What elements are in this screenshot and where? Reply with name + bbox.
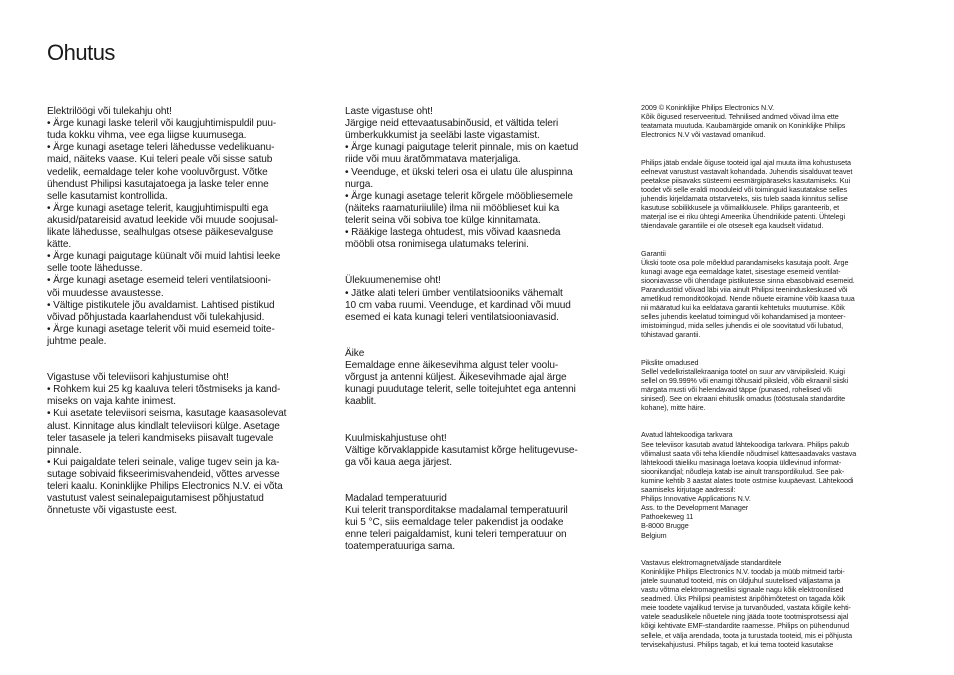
section-hearing-damage bbox=[345, 433, 613, 469]
section-emf-compliance bbox=[641, 558, 905, 649]
section-title: Vastavus elektromagnetväljade standarditele bbox=[641, 557, 782, 567]
section-body: Vältige kõrvaklappide kasutamist kõrge helitugevuse- ga või kaua aega järjest. bbox=[345, 444, 578, 468]
section-title: 2009 © Koninklijke Philips Electronics N.V. bbox=[641, 103, 775, 113]
section-title: Garantii bbox=[641, 248, 666, 258]
section-injury-damage bbox=[47, 372, 315, 517]
section-copyright bbox=[641, 103, 905, 139]
section-body: Ükski toote osa pole mõeldud parandamiseks kasutaja poolt. Ärge kunagi avage ega eemaldage katet, sisestage esemeid ventilat- siooniavasse või ühendage pistikutesse sinna ebasobivaid esemeid. Parandustöid võivad läbi viia ainult Philipsi teeninduskeskused või ametlikud remonditöökojad. Nende nõuete eiramine võib kaasa tuua nii määratud kui ka eeldatava garantii kehtetuks muutumise. Kõik selles juhendis keelatud toimingud või kohandamised ja monteer- imistoimingud, mida selles juhendis ei ole soovitatud või lubatud, tühistavad garantii. bbox=[641, 257, 855, 340]
section-low-temperatures bbox=[345, 493, 613, 553]
section-title: Avatud lähtekoodiga tarkvara bbox=[641, 430, 733, 440]
page-title: Ohutus bbox=[47, 40, 115, 65]
section-title: Ülekuumenemise oht! bbox=[345, 275, 441, 287]
section-overheating bbox=[345, 275, 613, 323]
section-title: Elektrilöögi või tulekahju oht! bbox=[47, 106, 172, 118]
section-open-source bbox=[641, 430, 905, 539]
section-title: Laste vigastuse oht! bbox=[345, 106, 433, 118]
section-body: Järgige neid ettevaatusabinõusid, et vältida teleri ümberkukkumist ja seeläbi laste vigastamist. • Ärge kunagi paigutage telerit pinnale, mis on kaetud riide või muu äratõmmatava materjaliga. • Veenduge, et ükski teleri osa ei ulatu üle aluspinna nurga. • Ärge kunagi asetage telerit kõrgele mööbliesemele (näiteks raamaturiiulile) ilma nii mööblieset kui ka telerit seina või sobiva toe külge kinnitamata. • Rääkige lastega ohtudest, mis võivad kaasneda mööbli otsa ronimisega ulatumaks telerini. bbox=[345, 118, 579, 251]
column-middle bbox=[345, 94, 613, 578]
section-title: Vigastuse või televiisori kahjustumise oht! bbox=[47, 372, 229, 384]
section-pixel-characteristics bbox=[641, 358, 905, 413]
section-body: Kui telerit transporditakse madalamal temperatuuril kui 5 °C, siis eemaldage teler pakendist ja oodake enne teleri paigaldamist, kuni teleri temperatuur on toatemperatuuriga sama. bbox=[345, 505, 568, 553]
section-title: Äike bbox=[345, 347, 365, 359]
section-warranty bbox=[641, 249, 905, 340]
section-body: Sellel vedelkristallekraaniga tootel on suur arv värvipiksleid. Kuigi sellel on 99.999% või enamgi tõhusaid piksleid, võib ekraanil siiski märgata musti või helendavaid täppe (punased, rohelised või sinised). See on ekraani ehituslik omadus (tööstusala standardite kohane), mitte häire. bbox=[641, 366, 849, 413]
section-body: Philips jätab endale õiguse tooteid igal ajal muuta ilma kohustuseta eelnevat varustust vastavalt kohandada. Juhendis sisalduvat teavet peetakse piisavaks süsteemi eesmärgipäraseks kasutamiseks. Kui toodet või selle eraldi mooduleid või toiminguid kasutatakse selles juhendis kirjeldamata otstarveteks, siis tuleb saada kinnitus sellise kasutuse sobilikkusele ja võimalikkusele. Philips garanteerib, et materjal ise ei riku ühtegi Ameerika Ühendriikide patenti. Ühtelegi täiendavale garantiile ei ole otseselt ega kaudselt viidatud. bbox=[641, 157, 853, 231]
section-electric-shock bbox=[47, 106, 315, 348]
section-body: Koninklijke Philips Electronics N.V. toodab ja müüb mitmeid tarbi- jatele suunatud tooteid, mis on üldjuhul suutelised väljastama ja vastu võtma elektromagnetilisi signaale nagu kõik elektroonilised seadmed. Üks Philipsi peamistest äripõhimõtetest on tagada kõik meie toodete vajalikud tervise ja turvanõuded, vastata kõigile kehti- vatele seaduslikele nõuetele ning jääda toote tootmisprotsessi ajal kõigi kehtivate EMF-standardite raamesse. Philips on pühendunud sellele, et välja arendada, toota ja turustada tooteid, mis ei põhjusta tervisekahjustusi. Philips tagab, et kui tema tooteid kasutakse bbox=[641, 566, 853, 649]
section-title: Madalad temperatuurid bbox=[345, 493, 447, 505]
section-body: Eemaldage enne äikesevihma algust teler voolu- võrgust ja antenni küljest. Äikesevihmade ajal ärge kunagi puudutage telerit, selle toitejuhtet ega antenni kaablit. bbox=[345, 360, 576, 408]
column-left bbox=[47, 94, 315, 541]
section-body: Kõik õigused reserveeritud. Tehnilised andmed võivad ilma ette teatamata muutuda. Kaubamärgide omanik on Koninklijke Philips Electronics N.V või vastavad omanikud. bbox=[641, 112, 846, 140]
column-right-legal bbox=[641, 94, 905, 667]
section-body: See televiisor kasutab avatud lähtekoodiga tarkvara. Philips pakub võimalust saata või teha kliendile nõudmisel kättesaadavaks vastava lähtekoodi täieliku masinaga loetava koopia üldlevinud informat- sioonikandjal; nõudleja katab ise ainult transpordikulud. See pak- kumine kehtib 3 aastat alates toote ostmise kuupäevast. Lähtekoodi saamiseks kirjutage aadressil: Philips Innovative Applications N.V. Ass. to the Development Manager Pathoekeweg 11 B-8000 Brugge Belgium bbox=[641, 439, 857, 540]
section-child-injury bbox=[345, 106, 613, 251]
section-body: • Ärge kunagi laske teleril või kaugjuhtimispuldil puu- tuda kokku vihma, vee ega liigse kuumusega. • Ärge kunagi asetage teleri lähedusse vedelikuanu- maid, näiteks vaase. Kui teleri peale või sisse satub vedelik, eemaldage teler kohe vooluvõrgust. Võtke ühendust Philipsi kasutajatoega ja laske teler enne selle kasutamist kontrollida. • Ärge kunagi asetage telerit, kaugjuhtimispulti ega akusid/patareisid avatud leekide või muude soojusal- likate lähedusse, sealhulgas otsese päikesevalguse kätte. • Ärge kunagi paigutage küünalt või muid lahtisi leeke selle toote lähedusse. • Ärge kunagi asetage esemeid teleri ventilatsiooni- või muudesse avaustesse. • Vältige pistikutele jõu avaldamist. Lahtised pistikud võivad põhjustada kaarlahendust või tulekahjusid. • Ärge kunagi asetage telerit või muid esemeid toite- juhtme peale. bbox=[47, 118, 281, 347]
section-title: Pikslite omadused bbox=[641, 357, 699, 367]
section-lightning bbox=[345, 348, 613, 408]
section-body: • Rohkem kui 25 kg kaaluva teleri tõstmiseks ja kand- miseks on vaja kahte inimest. • Kui asetate televiisori seisma, kasutage kaasasolevat alust. Kinnitage alus kindlalt televiisori külge. Asetage teler tasasele ja teleri kandmiseks piisavalt tugevale pinnale. • Kui paigaldate teleri seinale, valige tugev sein ja ka- sutage sobivaid fikseerimisvahendeid, võttes arvesse teleri kaalu. Koninklijke Philips Electronics N.V. ei võta vastutust valest seinalepaigutamisest põhjustatud õnnetuste või vigastuste eest. bbox=[47, 384, 287, 517]
section-body: • Jätke alati teleri ümber ventilatsiooniks vähemalt 10 cm vaba ruumi. Veenduge, et kardinad või muud esemed ei kata kunagi teleri ventilatsiooniavasid. bbox=[345, 287, 571, 323]
section-title: Kuulmiskahjustuse oht! bbox=[345, 432, 447, 444]
section-disclaimer bbox=[641, 158, 905, 231]
